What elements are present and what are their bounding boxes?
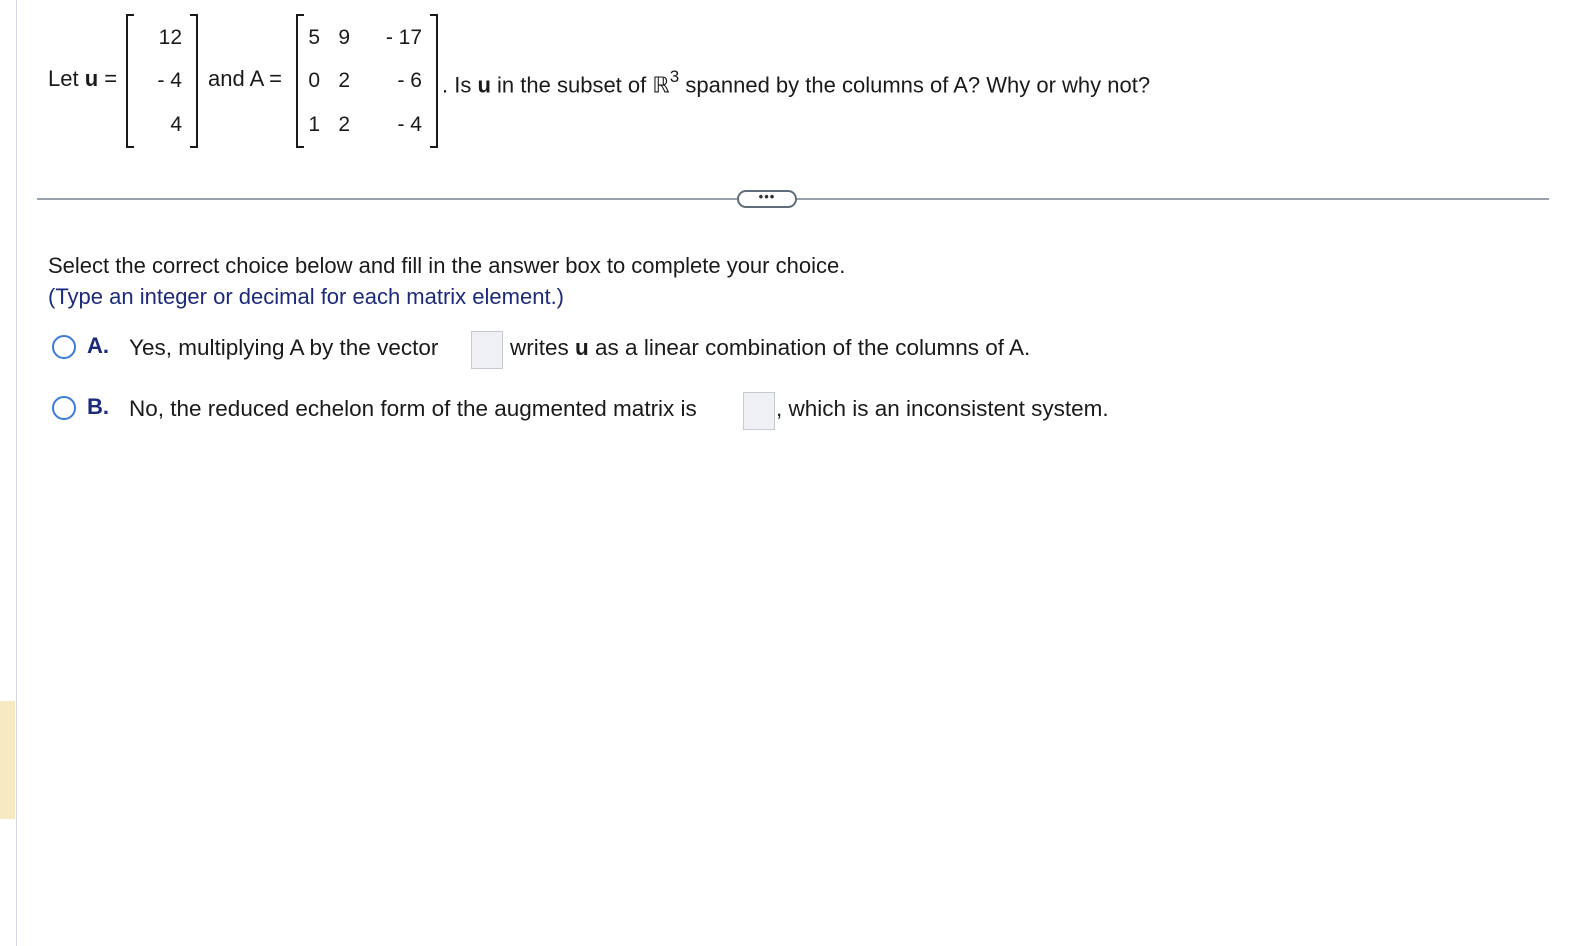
left-border-line: [16, 0, 17, 946]
matrix-a-entry: 0: [308, 69, 320, 92]
and-a-label: and A =: [208, 66, 283, 91]
choice-b-text-before: No, the reduced echelon form of the augmented matrix is: [129, 396, 697, 421]
vector-u-entry: - 4: [157, 69, 182, 92]
question-statement: [48, 12, 1548, 148]
choice-b-text-after: , which is an inconsistent system.: [776, 396, 1109, 421]
instructions-text: Select the correct choice below and fill in the answer box to complete your choice.: [48, 253, 846, 278]
matrix-a-entry: 2: [338, 69, 350, 92]
matrix-a-entry: - 4: [397, 113, 422, 136]
choice-b[interactable]: [50, 392, 1450, 432]
let-label: Let u =: [48, 66, 118, 91]
choice-b-answer-box[interactable]: [743, 392, 775, 430]
more-options-button[interactable]: •••: [737, 190, 797, 208]
vector-u-entry: 12: [158, 26, 182, 49]
vector-u: [126, 14, 198, 148]
choice-a-text-before: Yes, multiplying A by the vector: [129, 335, 439, 360]
matrix-a: [296, 14, 438, 148]
hint-text: (Type an integer or decimal for each matrix element.): [48, 284, 565, 309]
choice-a-radio[interactable]: [52, 335, 76, 359]
vector-u-entry: 4: [170, 113, 182, 136]
question-suffix: . Is u in the subset of ℝ$^3$ spanned by the columns of A? Why or why not?: [442, 67, 1151, 98]
matrix-a-entry: 2: [338, 113, 350, 136]
matrix-a-entry: 5: [308, 26, 320, 49]
matrix-a-entry: 1: [308, 113, 320, 136]
choice-b-radio[interactable]: [52, 396, 76, 420]
choice-a-letter: A.: [87, 333, 109, 358]
matrix-a-entry: - 17: [385, 26, 422, 49]
matrix-a-entry: - 6: [397, 69, 422, 92]
choice-a[interactable]: [50, 331, 1450, 371]
choice-a-text-after: writes u as a linear combination of the columns of A.: [510, 335, 1031, 360]
choice-b-letter: B.: [87, 394, 109, 419]
choice-a-answer-box[interactable]: [471, 331, 503, 369]
left-highlight-marker: [0, 701, 15, 819]
matrix-a-entry: 9: [338, 26, 350, 49]
